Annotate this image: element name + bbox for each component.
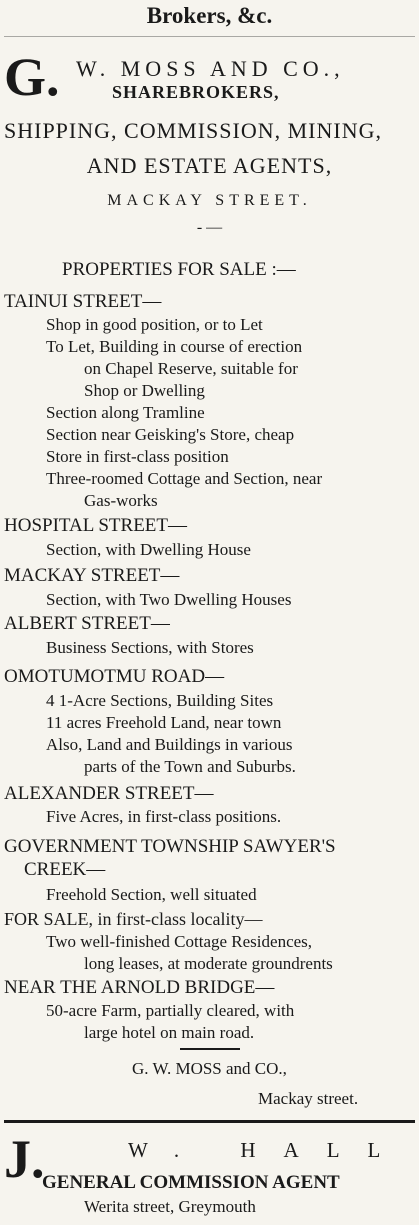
group-heading: ALBERT STREET— <box>4 613 170 634</box>
drop-initial-g: G. <box>4 47 60 107</box>
group-heading: MACKAY STREET— <box>4 565 180 586</box>
list-item: Freehold Section, well situated <box>46 885 257 904</box>
group-heading: GOVERNMENT TOWNSHIP SAWYER'S <box>4 836 336 857</box>
list-item: Section near Geisking's Store, cheap <box>46 425 295 444</box>
signature: G. W. MOSS and CO., <box>132 1059 287 1078</box>
list-item: Section, with Two Dwelling Houses <box>46 590 292 609</box>
list-item: large hotel on main road. <box>84 1023 255 1042</box>
hall-name: W. HALL <box>128 1138 409 1162</box>
list-item: parts of the Town and Suburbs. <box>84 757 296 776</box>
properties-heading: PROPERTIES FOR SALE :— <box>62 259 296 280</box>
group-heading: ALEXANDER STREET— <box>4 783 214 804</box>
group-heading: NEAR THE ARNOLD BRIDGE— <box>4 977 275 998</box>
list-item: Three-roomed Cottage and Section, near <box>46 469 323 488</box>
list-item: 11 acres Freehold Land, near town <box>46 713 282 732</box>
group-heading: HOSPITAL STREET— <box>4 515 188 536</box>
hall-trade: GENERAL COMMISSION AGENT <box>42 1172 340 1193</box>
list-item: Shop or Dwelling <box>84 381 205 400</box>
list-item: 4 1-Acre Sections, Building Sites <box>46 691 274 710</box>
list-item: 50-acre Farm, partially cleared, with <box>46 1001 295 1020</box>
list-item: Business Sections, with Stores <box>46 638 254 657</box>
section-title: Brokers, &c. <box>146 3 273 28</box>
group-heading: OMOTUMOTMU ROAD— <box>4 666 225 687</box>
list-item: Shop in good position, or to Let <box>46 315 263 334</box>
list-item: Store in first-class position <box>46 447 229 466</box>
list-item: Also, Land and Buildings in various <box>46 735 293 754</box>
trade-line: SHAREBROKERS, <box>112 82 280 102</box>
list-item: Section along Tramline <box>46 403 205 422</box>
list-item: Two well-finished Cottage Residences, <box>46 932 313 951</box>
signature-address: Mackay street. <box>258 1089 359 1108</box>
agents-line-1: SHIPPING, COMMISSION, MINING, <box>4 118 382 143</box>
list-item: long leases, at moderate groundrents <box>84 954 333 973</box>
list-item: Section, with Dwelling House <box>46 540 251 559</box>
group-heading: FOR SALE, in first-class locality— <box>4 909 263 929</box>
address: MACKAY STREET. <box>107 192 312 209</box>
ad-separator <box>4 1120 415 1123</box>
agents-line-2: AND ESTATE AGENTS, <box>86 153 333 178</box>
title-rule <box>4 36 415 37</box>
list-item: To Let, Building in course of erection <box>46 337 303 356</box>
group-heading: TAINUI STREET— <box>4 291 162 312</box>
hall-address: Werita street, Greymouth <box>84 1197 256 1216</box>
drop-initial-j: J. <box>4 1129 45 1189</box>
list-item: Gas-works <box>84 491 158 510</box>
list-item: Five Acres, in first-class positions. <box>46 807 282 826</box>
list-item: on Chapel Reserve, suitable for <box>84 359 298 378</box>
group-heading-cont: CREEK— <box>24 859 106 880</box>
divider: - — <box>196 219 223 236</box>
firm-name: W. MOSS AND CO., <box>76 56 345 81</box>
signature-rule <box>180 1048 240 1050</box>
